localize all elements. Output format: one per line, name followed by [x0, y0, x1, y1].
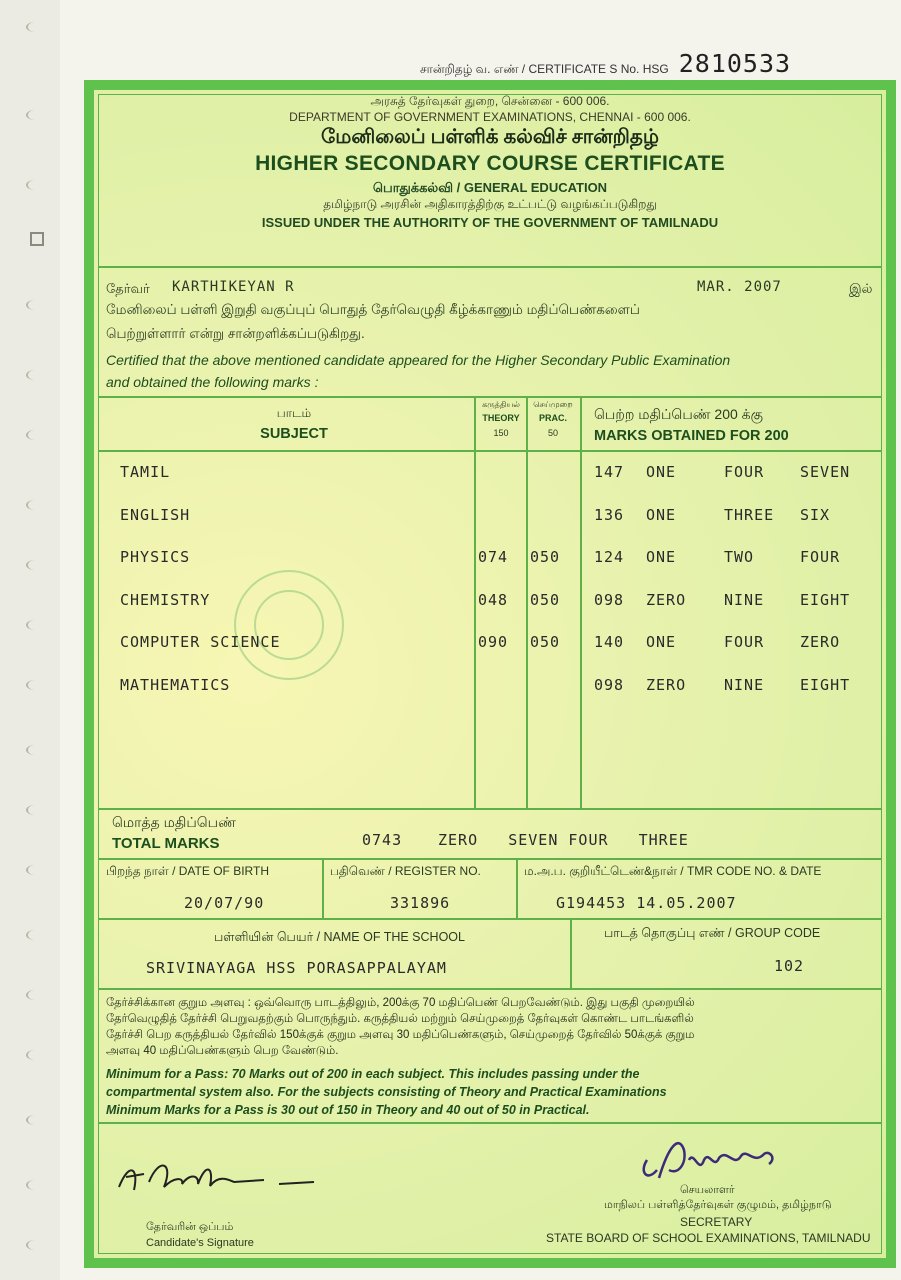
punch-hole [26, 930, 44, 940]
school-label: பள்ளியின் பெயர் / NAME OF THE SCHOOL [214, 930, 465, 944]
subject-row [94, 463, 884, 493]
punch-hole [26, 745, 44, 755]
minimum-tamil-4: அளவு 40 மதிப்பெண்களும் பெற வேண்டும். [106, 1045, 339, 1057]
stream: பொதுக்கல்வி / GENERAL EDUCATION [372, 180, 608, 195]
total-label-tamil: மொத்த மதிப்பெண் [112, 814, 236, 830]
subject-marks-cell: 147 [594, 463, 625, 481]
serial-number: 2810533 [678, 49, 792, 78]
minimum-tamil-3: தேர்ச்சி பெற கருத்தியல் தேர்வில் 150க்குக் குறும அளவு 30 மதிப்பெண்களும், செய்முறைத் தேர்வில் 50க்குக் குறும [106, 1029, 695, 1041]
certificate-header [94, 94, 886, 230]
subject-w1-cell: ONE [646, 548, 677, 567]
group-label: பாடத் தொகுப்பு எண் / GROUP CODE [604, 926, 821, 940]
subject-w1-cell: ONE [646, 505, 677, 524]
subject-name-cell: TAMIL [120, 463, 171, 481]
prac-header-tamil: செய்முறை [533, 400, 573, 409]
theory-max: 150 [493, 428, 509, 438]
subject-row [94, 591, 884, 621]
minimum-tamil-2: தேர்வெழுதித் தேர்ச்சி பெறுவதற்கும் பொருந்தும். கருத்தியல் மற்றும் செய்முறைத் தேர்வுகள் கொண்ட பாடங்களில் [106, 1013, 694, 1025]
theory-header-english: THEORY [482, 413, 520, 423]
total-label-english: TOTAL MARKS [112, 835, 220, 852]
prac-header-english: PRAC. [538, 413, 567, 423]
department-tamil: அரசுத் தேர்வுகள் துறை, சென்னை - 600 006. [370, 94, 610, 108]
subject-w1-cell: ONE [646, 633, 677, 652]
punch-hole [26, 990, 44, 1000]
divider [98, 1122, 882, 1124]
total-value: 0743 [362, 831, 403, 849]
tmr-value: G194453 14.05.2007 [556, 894, 737, 912]
punch-hole [26, 300, 44, 310]
secretary-signature [639, 1130, 789, 1190]
subject-w2-cell: NINE [724, 676, 765, 694]
theory-header-tamil: கருத்தியல் [482, 400, 520, 409]
candidate-signature [114, 1152, 344, 1202]
subject-marks-cell: 098 [594, 676, 625, 694]
subject-theory-cell: 074 [478, 548, 509, 567]
subject-name-cell: COMPUTER SCIENCE [120, 633, 281, 652]
title-tamil: மேனிலைப் பள்ளிக் கல்விச் சான்றிதழ் [321, 126, 659, 148]
column-divider [322, 858, 324, 918]
punch-hole [26, 680, 44, 690]
subject-marks-cell: 140 [594, 633, 625, 652]
school-value: SRIVINAYAGA HSS PORASAPPALAYAM [146, 959, 447, 977]
divider [98, 858, 882, 860]
subject-w2-cell: FOUR [724, 633, 765, 652]
statement-tamil-1: மேனிலைப் பள்ளி இறுதி வகுப்புப் பொதுத் தேர்வெழுதி கீழ்க்காணும் மதிப்பெண்களைப் [106, 302, 640, 317]
subject-prac-cell: 050 [530, 633, 561, 652]
secretary-title-tamil: செயலாளர் [680, 1184, 735, 1196]
subject-row [94, 548, 884, 578]
candidate-suffix: இல் [849, 281, 873, 296]
dob-label: பிறந்த நாள் / DATE OF BIRTH [106, 864, 269, 878]
statement-english-2: and obtained the following marks : [106, 374, 319, 390]
punch-hole [26, 22, 44, 32]
subject-w3-cell: EIGHT [800, 590, 851, 609]
subject-w1-cell: ONE [646, 463, 677, 481]
subject-name-cell: PHYSICS [120, 548, 191, 567]
candidate-signature-english: Candidate's Signature [146, 1237, 254, 1249]
punch-hole [26, 430, 44, 440]
statement-english-1: Certified that the above mentioned candidate appeared for the Higher Secondary Public Examination [106, 352, 731, 368]
subject-name-cell: ENGLISH [120, 505, 191, 524]
punch-hole [26, 370, 44, 380]
punch-hole [26, 1180, 44, 1190]
prac-max: 50 [547, 428, 558, 438]
tmr-label: ம.அ.ப. குறியீட்டெண்&நாள் / TMR CODE NO. & DATE [524, 864, 822, 878]
punch-hole [26, 1240, 44, 1250]
subject-marks-cell: 124 [594, 548, 625, 567]
authority-tamil: தமிழ்நாடு அரசின் அதிகாரத்திற்கு உட்பட்டு வழங்கப்படுகிறது [323, 197, 657, 211]
department-english: DEPARTMENT OF GOVERNMENT EXAMINATIONS, CHENNAI - 600 006. [289, 110, 691, 124]
subject-name-cell: CHEMISTRY [120, 590, 211, 609]
certificate [84, 80, 896, 1268]
subject-row [94, 676, 884, 706]
punch-hole [26, 1050, 44, 1060]
subject-w3-cell: ZERO [800, 633, 841, 652]
punch-hole [26, 110, 44, 120]
subject-header-english: SUBJECT [260, 426, 328, 442]
punch-hole [26, 560, 44, 570]
register-label: பதிவெண் / REGISTER NO. [330, 864, 481, 878]
subject-w2-cell: NINE [724, 590, 765, 609]
candidate-signature-tamil: தேர்வரின் ஒப்பம் [146, 1221, 234, 1233]
divider [98, 808, 882, 810]
binding-margin [0, 0, 60, 1280]
subject-w2-cell: THREE [724, 505, 775, 524]
subject-name-cell: MATHEMATICS [120, 676, 231, 694]
divider [98, 266, 882, 268]
subject-theory-cell: 090 [478, 633, 509, 652]
checkbox-mark [30, 232, 44, 246]
subject-theory-cell: 048 [478, 590, 509, 609]
punch-hole [26, 805, 44, 815]
subject-marks-cell: 098 [594, 590, 625, 609]
subject-prac-cell: 050 [530, 548, 561, 567]
certificate-serial [420, 44, 890, 78]
column-divider [570, 918, 572, 988]
statement-tamil-2: பெற்றுள்ளார் என்று சான்றளிக்கப்படுகிறது. [106, 326, 365, 341]
subject-w1-cell: ZERO [646, 590, 687, 609]
subject-w1-cell: ZERO [646, 676, 687, 694]
punch-hole [26, 500, 44, 510]
secretary-title-english: SECRETARY [680, 1215, 753, 1229]
candidate-name: KARTHIKEYAN R [172, 279, 295, 295]
punch-hole [26, 620, 44, 630]
divider [98, 988, 882, 990]
subject-marks-cell: 136 [594, 505, 625, 524]
serial-label: சான்றிதழ் வ. எண் / CERTIFICATE S No. HSG [420, 62, 669, 76]
exam-session: MAR. 2007 [697, 279, 782, 295]
subject-header-tamil: பாடம் [276, 406, 312, 420]
subject-w3-cell: SIX [800, 505, 831, 524]
title-english: HIGHER SECONDARY COURSE CERTIFICATE [255, 152, 725, 175]
punch-hole [26, 1115, 44, 1125]
marks-header-english: MARKS OBTAINED FOR 200 [594, 428, 789, 444]
punch-hole [26, 865, 44, 875]
subject-w3-cell: EIGHT [800, 676, 851, 694]
subject-row [94, 506, 884, 536]
subject-w3-cell: SEVEN [800, 463, 851, 481]
authority-english: ISSUED UNDER THE AUTHORITY OF THE GOVERNMENT OF TAMILNADU [261, 215, 719, 230]
dob-value: 20/07/90 [184, 894, 265, 912]
minimum-english-1: Minimum for a Pass: 70 Marks out of 200 in each subject. This includes passing under the [106, 1067, 640, 1081]
group-value: 102 [774, 957, 805, 975]
subject-w2-cell: FOUR [724, 463, 765, 481]
punch-hole [26, 180, 44, 190]
minimum-tamil-1: தேர்ச்சிக்கான குறும அளவு : ஒவ்வொரு பாடத்திலும், 200க்கு 70 மதிப்பெண் பெறவேண்டும். இது பகுதி முறையில் [106, 997, 695, 1009]
column-divider [516, 858, 518, 918]
divider [98, 396, 882, 398]
divider [98, 450, 882, 452]
subject-row [94, 633, 884, 663]
minimum-english-3: Minimum Marks for a Pass is 30 out of 150 in Theory and 40 out of 50 in Practical. [106, 1103, 590, 1117]
candidate-label: தேர்வர் [106, 281, 150, 296]
minimum-english-2: compartmental system also. For the subjects consisting of Theory and Practical Examinations [106, 1085, 667, 1099]
total-words: ZERO SEVEN FOUR THREE [438, 831, 689, 849]
divider [98, 918, 882, 920]
subject-prac-cell: 050 [530, 590, 561, 609]
subject-w2-cell: TWO [724, 548, 755, 567]
board-name-english: STATE BOARD OF SCHOOL EXAMINATIONS, TAMILNADU [546, 1231, 871, 1245]
register-value: 331896 [390, 894, 451, 912]
subject-w3-cell: FOUR [800, 548, 841, 567]
marks-header-tamil: பெற்ற மதிப்பெண் 200 க்கு [594, 406, 763, 422]
board-name-tamil: மாநிலப் பள்ளித்தேர்வுகள் குழுமம், தமிழ்நாடு [604, 1199, 832, 1211]
